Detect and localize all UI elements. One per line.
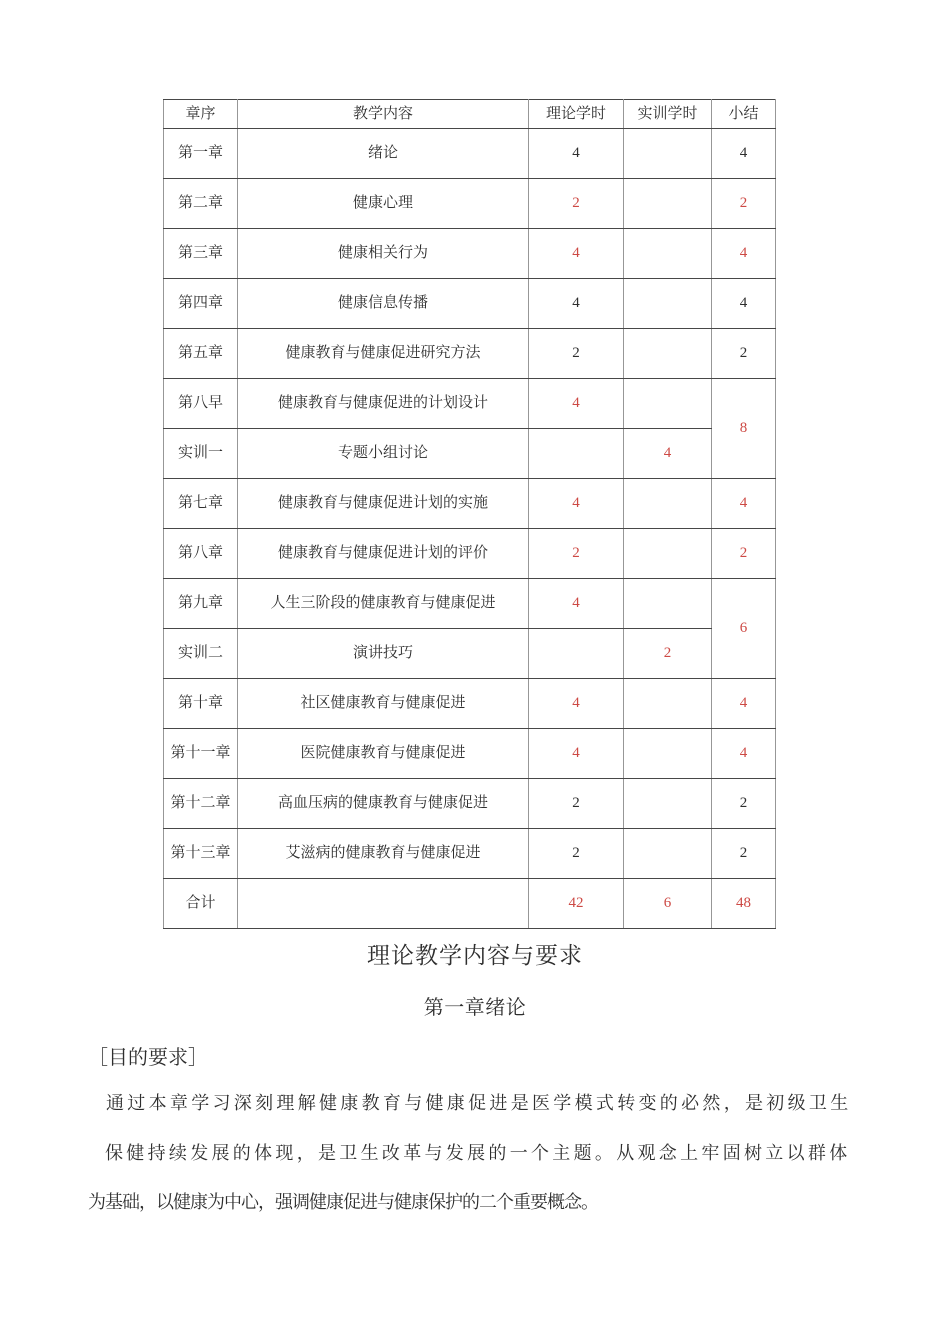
theory-hours-total-cell: 42 xyxy=(529,879,624,929)
practice-hours-cell xyxy=(624,529,712,579)
chapter-cell: 第十三章 xyxy=(164,829,238,879)
practice-hours-total-cell: 6 xyxy=(624,879,712,929)
theory-hours-cell xyxy=(529,629,624,679)
table-row xyxy=(164,779,776,829)
content-cell: 人生三阶段的健康教育与健康促进 xyxy=(238,579,529,629)
chapter-cell: 第五章 xyxy=(164,329,238,379)
paragraph-line: 通过本章学习深刻理解健康教育与健康促进是医学模式转变的必然，是初级卫生 xyxy=(106,1093,852,1113)
chapter-heading: 第一章绪论 xyxy=(423,997,527,1019)
practice-hours-cell xyxy=(624,479,712,529)
summary-cell-merged: 6 xyxy=(712,579,776,679)
col-header-theory-hours: 理论学时 xyxy=(529,100,624,129)
summary-cell: 4 xyxy=(712,679,776,729)
chapter-cell: 第十一章 xyxy=(164,729,238,779)
table-row xyxy=(164,629,776,679)
content-cell: 健康信息传播 xyxy=(238,279,529,329)
summary-cell: 4 xyxy=(712,229,776,279)
table-row xyxy=(164,479,776,529)
chapter-cell: 第十二章 xyxy=(164,779,238,829)
theory-hours-cell: 4 xyxy=(529,729,624,779)
table-row xyxy=(164,829,776,879)
practice-hours-cell xyxy=(624,729,712,779)
section-title: 理论教学内容与要求 xyxy=(367,943,583,968)
practice-hours-cell xyxy=(624,329,712,379)
summary-total-cell: 48 xyxy=(712,879,776,929)
theory-hours-cell: 2 xyxy=(529,829,624,879)
chapter-cell: 合计 xyxy=(164,879,238,929)
table-header-row xyxy=(164,100,776,129)
practice-hours-cell: 2 xyxy=(624,629,712,679)
col-header-practice-hours: 实训学时 xyxy=(624,100,712,129)
chapter-cell: 第八早 xyxy=(164,379,238,429)
chapter-cell: 第十章 xyxy=(164,679,238,729)
chapter-cell: 第八章 xyxy=(164,529,238,579)
theory-hours-cell: 2 xyxy=(529,779,624,829)
content-cell: 高血压病的健康教育与健康促进 xyxy=(238,779,529,829)
theory-hours-cell: 4 xyxy=(529,279,624,329)
theory-hours-cell: 4 xyxy=(529,229,624,279)
chapter-cell: 第四章 xyxy=(164,279,238,329)
table-row xyxy=(164,579,776,629)
practice-hours-cell xyxy=(624,779,712,829)
theory-hours-cell: 4 xyxy=(529,579,624,629)
practice-hours-cell xyxy=(624,179,712,229)
content-cell: 健康教育与健康促进研究方法 xyxy=(238,329,529,379)
summary-cell: 4 xyxy=(712,279,776,329)
content-cell: 健康教育与健康促进的计划设计 xyxy=(238,379,529,429)
content-cell: 社区健康教育与健康促进 xyxy=(238,679,529,729)
table-row xyxy=(164,429,776,479)
chapter-cell: 实训二 xyxy=(164,629,238,679)
content-cell: 健康相关行为 xyxy=(238,229,529,279)
theory-hours-cell: 4 xyxy=(529,479,624,529)
theory-hours-cell: 2 xyxy=(529,179,624,229)
practice-hours-cell xyxy=(624,679,712,729)
summary-cell: 2 xyxy=(712,779,776,829)
chapter-cell: 第一章 xyxy=(164,129,238,179)
practice-hours-cell xyxy=(624,829,712,879)
practice-hours-cell xyxy=(624,379,712,429)
summary-cell: 2 xyxy=(712,529,776,579)
summary-cell: 2 xyxy=(712,329,776,379)
practice-hours-cell xyxy=(624,579,712,629)
theory-hours-cell: 4 xyxy=(529,129,624,179)
theory-hours-cell: 2 xyxy=(529,329,624,379)
content-cell: 健康教育与健康促进计划的实施 xyxy=(238,479,529,529)
table-row xyxy=(164,129,776,179)
col-header-summary: 小结 xyxy=(712,100,776,129)
paragraph-line: 为基础，以健康为中心，强调健康促进与健康保护的二个重要概念。 xyxy=(88,1192,598,1212)
content-cell: 专题小组讨论 xyxy=(238,429,529,479)
table-row xyxy=(164,729,776,779)
content-cell: 健康心理 xyxy=(238,179,529,229)
table-row xyxy=(164,179,776,229)
summary-cell: 2 xyxy=(712,179,776,229)
content-cell: 艾滋病的健康教育与健康促进 xyxy=(238,829,529,879)
col-header-chapter: 章序 xyxy=(164,100,238,129)
paragraph-line: 保健持续发展的体现，是卫生改革与发展的一个主题。从观念上牢固树立以群体 xyxy=(105,1143,851,1163)
content-cell: 医院健康教育与健康促进 xyxy=(238,729,529,779)
theory-hours-cell: 2 xyxy=(529,529,624,579)
summary-cell-merged: 8 xyxy=(712,379,776,479)
theory-hours-cell: 4 xyxy=(529,379,624,429)
summary-cell: 2 xyxy=(712,829,776,879)
theory-hours-cell xyxy=(529,429,624,479)
purpose-requirements-label: ［目的要求］ xyxy=(88,1047,208,1069)
content-cell: 绪论 xyxy=(238,129,529,179)
summary-cell: 4 xyxy=(712,129,776,179)
chapter-cell: 第三章 xyxy=(164,229,238,279)
table-row xyxy=(164,229,776,279)
content-cell xyxy=(238,879,529,929)
theory-hours-cell: 4 xyxy=(529,679,624,729)
table-row xyxy=(164,529,776,579)
table-row xyxy=(164,379,776,429)
table-row xyxy=(164,329,776,379)
practice-hours-cell xyxy=(624,129,712,179)
table-row-total xyxy=(164,879,776,929)
practice-hours-cell xyxy=(624,279,712,329)
chapter-cell: 第二章 xyxy=(164,179,238,229)
table-row xyxy=(164,279,776,329)
table-row xyxy=(164,679,776,729)
syllabus-hours-table xyxy=(163,99,776,929)
chapter-cell: 实训一 xyxy=(164,429,238,479)
summary-cell: 4 xyxy=(712,479,776,529)
content-cell: 健康教育与健康促进计划的评价 xyxy=(238,529,529,579)
content-cell: 演讲技巧 xyxy=(238,629,529,679)
col-header-content: 教学内容 xyxy=(238,100,529,129)
practice-hours-cell: 4 xyxy=(624,429,712,479)
chapter-cell: 第七章 xyxy=(164,479,238,529)
chapter-cell: 第九章 xyxy=(164,579,238,629)
summary-cell: 4 xyxy=(712,729,776,779)
practice-hours-cell xyxy=(624,229,712,279)
